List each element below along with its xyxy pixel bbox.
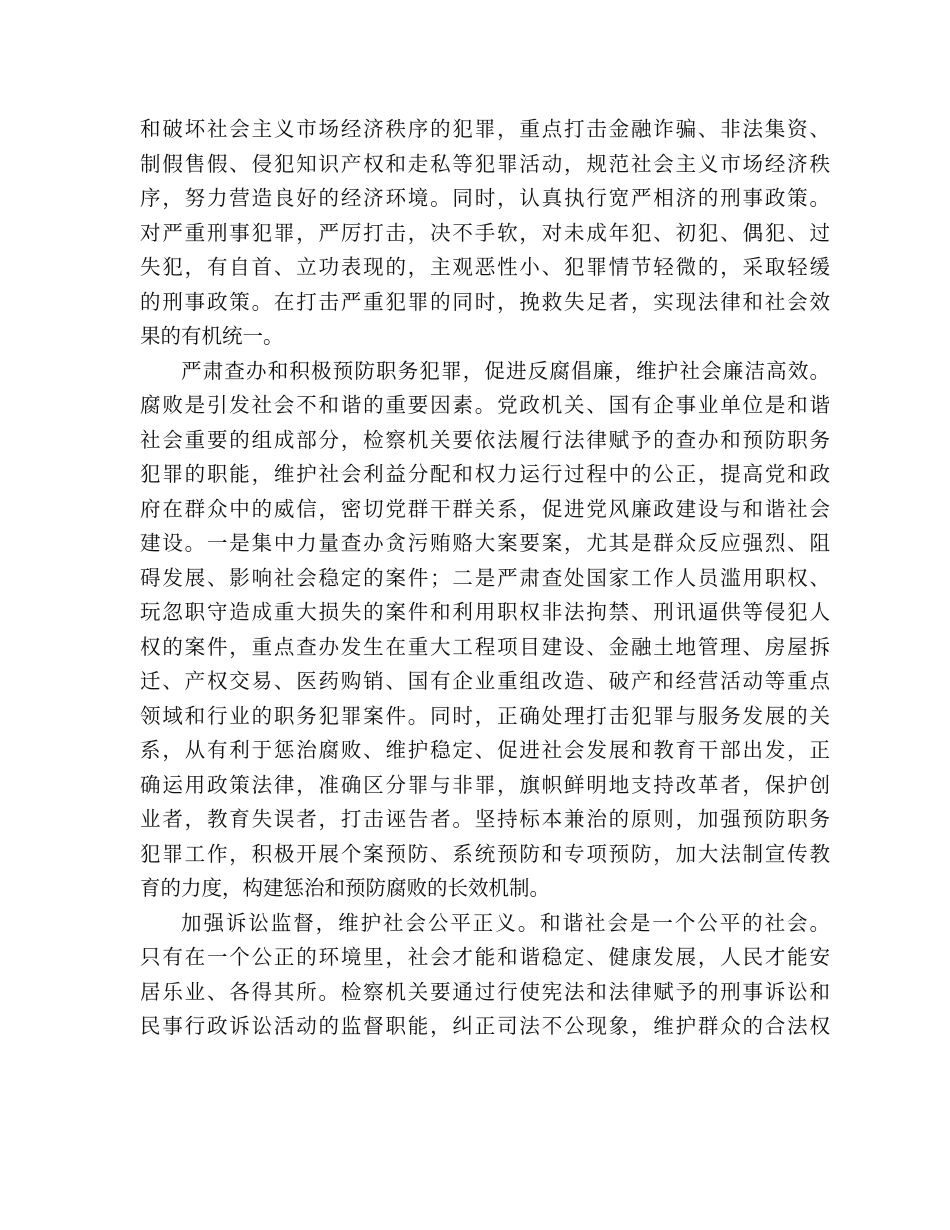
text-line: 和破坏社会主义市场经济秩序的犯罪，重点打击金融诈骗、非法集资、	[140, 117, 830, 141]
body-text	[140, 112, 830, 1044]
text-line: 居乐业、各得其所。检察机关要通过行使宪法和法律赋予的刑事诉讼和	[140, 979, 830, 1004]
text-line: 的刑事政策。在打击严重犯罪的同时，挽救失足者，实现法律和社会效	[140, 289, 830, 314]
text-line: 只有在一个公正的环境里，社会才能和谐稳定、健康发展，人民才能安	[140, 945, 830, 969]
text-line: 制假售假、侵犯知识产权和走私等犯罪活动，规范社会主义市场经济秩	[140, 151, 830, 176]
text-line: 权的案件，重点查办发生在重大工程项目建设、金融土地管理、房屋拆	[140, 634, 830, 659]
text-line: 建设。一是集中力量查办贪污贿赂大案要案，尤其是群众反应强烈、阻	[140, 531, 830, 555]
text-line: 犯罪工作，积极开展个案预防、系统预防和专项预防，加大法制宣传教	[140, 841, 830, 866]
text-line: 领域和行业的职务犯罪案件。同时，正确处理打击犯罪与服务发展的关	[140, 703, 830, 728]
text-line: 迁、产权交易、医药购销、国有企业重组改造、破产和经营活动等重点	[140, 669, 830, 693]
text-line: 对严重刑事犯罪，严厉打击，决不手软，对未成年犯、初犯、偶犯、过	[140, 220, 830, 245]
text-line: 业者，教育失误者，打击诬告者。坚持标本兼治的原则，加强预防职务	[140, 807, 830, 831]
text-line: 玩忽职守造成重大损失的案件和利用职权非法拘禁、刑讯逼供等侵犯人	[140, 600, 830, 624]
text-line: 碍发展、影响社会稳定的案件；二是严肃查处国家工作人员滥用职权、	[140, 565, 830, 590]
text-line: 果的有机统一。	[140, 324, 284, 348]
paragraph-first-line: 加强诉讼监督，维护社会公平正义。和谐社会是一个公平的社会。	[181, 910, 830, 935]
text-line: 犯罪的职能，维护社会利益分配和权力运行过程中的公正，提高党和政	[140, 462, 830, 486]
text-line: 育的力度，构建惩治和预防腐败的长效机制。	[140, 876, 550, 900]
text-line: 腐败是引发社会不和谐的重要因素。党政机关、国有企事业单位是和谐	[140, 393, 830, 417]
text-line: 序，努力营造良好的经济环境。同时，认真执行宽严相济的刑事政策。	[140, 186, 830, 210]
text-line: 系，从有利于惩治腐败、维护稳定、促进社会发展和教育干部出发，正	[140, 738, 830, 762]
text-line: 民事行政诉讼活动的监督职能，纠正司法不公现象，维护群众的合法权	[140, 1014, 830, 1038]
text-line: 失犯，有自首、立功表现的，主观恶性小、犯罪情节轻微的，采取轻缓	[140, 255, 830, 279]
paragraph-first-line: 严肃查办和积极预防职务犯罪，促进反腐倡廉，维护社会廉洁高效。	[181, 358, 830, 383]
text-line: 确运用政策法律，准确区分罪与非罪，旗帜鲜明地支持改革者，保护创	[140, 772, 830, 797]
text-line: 府在群众中的威信，密切党群干群关系，促进党风廉政建设与和谐社会	[140, 496, 830, 521]
text-line: 社会重要的组成部分，检察机关要依法履行法律赋予的查办和预防职务	[140, 427, 830, 452]
